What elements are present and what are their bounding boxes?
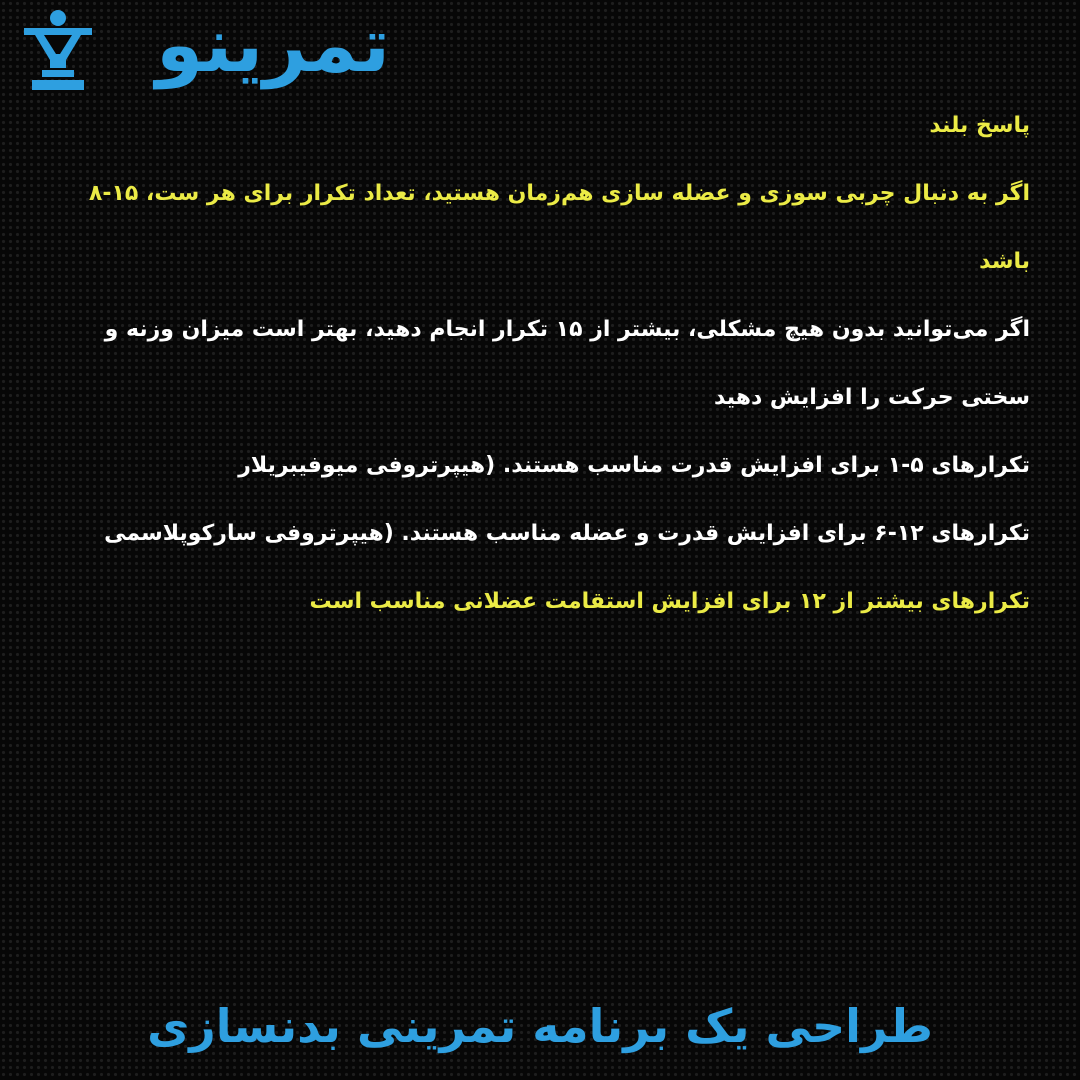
paragraph-endurance-reps: تکرارهای بیشتر از ۱۲ برای افزایش استقامت عضلانی مناسب است <box>309 589 1030 614</box>
paragraph-fat-burning: اگر به دنبال چربی سوزی و عضله سازی هم‌زمان هستید، تعداد تکرار برای هر ست، ۱۵-۸ باشد <box>88 181 1030 274</box>
article-body <box>50 92 1030 636</box>
paragraph-hypertrophy-reps: تکرارهای ۱۲-۶ برای افزایش قدرت و عضله مناسب هستند. (هیپرتروفی سارکوپلاسمی <box>104 521 1030 546</box>
brand-logo <box>18 0 448 92</box>
paragraph-increase-weight: اگر می‌توانید بدون هیچ مشکلی، بیشتر از ۱۵ تکرار انجام دهید، بهتر است میزان وزنه و سختی حرکت را افزایش دهید <box>104 317 1030 410</box>
trophy-cup-icon <box>18 8 98 92</box>
footer-tagline: طراحی یک برنامه تمرینی بدنسازی <box>147 999 933 1053</box>
answer-heading: پاسخ بلند <box>929 113 1030 138</box>
paragraph-strength-reps: تکرارهای ۵-۱ برای افزایش قدرت مناسب هستند. (هیپرتروفی میوفیبریلار <box>238 453 1030 478</box>
logo-text: تمرینو <box>156 0 390 89</box>
